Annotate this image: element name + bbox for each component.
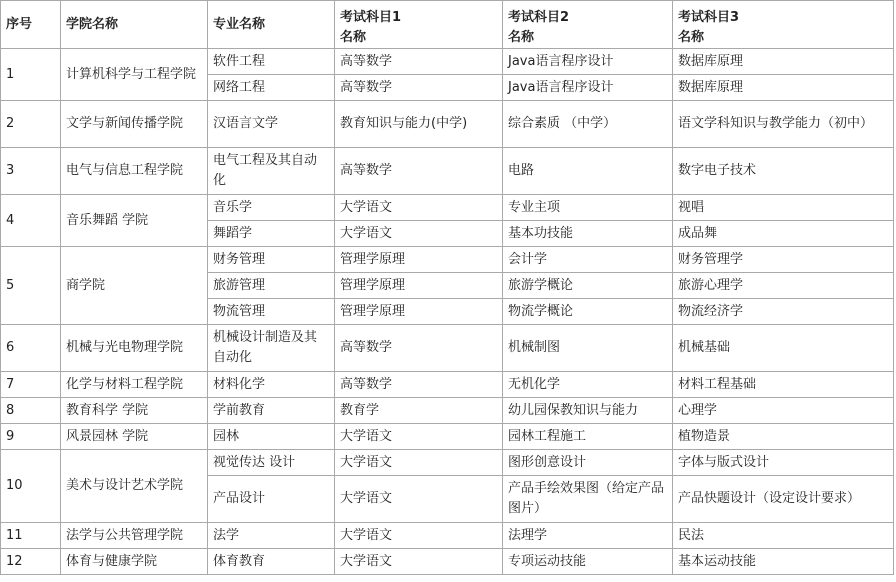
subject-3-cell: 植物造景	[673, 424, 894, 450]
subject-2-cell: 产品手绘效果图（给定产品图片）	[503, 476, 673, 523]
subject-3-cell: 机械基础	[673, 325, 894, 372]
subject-1-cell: 管理学原理	[335, 273, 503, 299]
subject-2-cell: 幼儿园保教知识与能力	[503, 398, 673, 424]
subject-1-cell: 管理学原理	[335, 299, 503, 325]
subject-1-cell: 高等数学	[335, 372, 503, 398]
major-cell: 园林	[208, 424, 335, 450]
header-subject-2-line2: 名称	[508, 30, 535, 45]
header-subject-1-line2: 名称	[340, 30, 367, 45]
header-subject-3	[673, 1, 894, 49]
major-cell: 物流管理	[208, 299, 335, 325]
major-cell: 体育教育	[208, 549, 335, 575]
subject-1-cell: 高等数学	[335, 148, 503, 195]
subject-1-cell: 高等数学	[335, 325, 503, 372]
seq-cell: 3	[1, 148, 61, 195]
header-subject-3-line1: 考试科目3	[678, 10, 740, 25]
major-cell: 学前教育	[208, 398, 335, 424]
subject-3-cell: 心理学	[673, 398, 894, 424]
header-major: 专业名称	[208, 1, 335, 49]
college-cell: 文学与新闻传播学院	[61, 101, 208, 148]
seq-cell: 1	[1, 49, 61, 101]
seq-cell: 7	[1, 372, 61, 398]
college-cell: 教育科学 学院	[61, 398, 208, 424]
major-cell: 软件工程	[208, 49, 335, 75]
college-cell: 法学与公共管理学院	[61, 523, 208, 549]
major-cell: 电气工程及其自动化	[208, 148, 335, 195]
subject-3-cell: 物流经济学	[673, 299, 894, 325]
seq-cell: 12	[1, 549, 61, 575]
subject-2-cell: 机械制图	[503, 325, 673, 372]
subject-3-cell: 材料工程基础	[673, 372, 894, 398]
header-row	[1, 1, 894, 49]
header-subject-1	[335, 1, 503, 49]
subject-2-cell: 电路	[503, 148, 673, 195]
college-cell: 机械与光电物理学院	[61, 325, 208, 372]
major-cell: 视觉传达 设计	[208, 450, 335, 476]
subject-1-cell: 教育学	[335, 398, 503, 424]
table-row	[1, 398, 894, 424]
major-cell: 材料化学	[208, 372, 335, 398]
college-cell: 音乐舞蹈 学院	[61, 195, 208, 247]
table-row	[1, 247, 894, 273]
major-cell: 财务管理	[208, 247, 335, 273]
subject-3-cell: 字体与版式设计	[673, 450, 894, 476]
table-row	[1, 549, 894, 575]
seq-cell: 5	[1, 247, 61, 325]
subject-2-cell: Java语言程序设计	[503, 75, 673, 101]
table-row	[1, 49, 894, 75]
subject-2-cell: 无机化学	[503, 372, 673, 398]
major-cell: 舞蹈学	[208, 221, 335, 247]
subject-1-cell: 高等数学	[335, 49, 503, 75]
seq-cell: 2	[1, 101, 61, 148]
subject-1-cell: 大学语文	[335, 221, 503, 247]
subject-1-cell: 教育知识与能力(中学)	[335, 101, 503, 148]
college-cell: 美术与设计艺术学院	[61, 450, 208, 523]
subject-3-cell: 数据库原理	[673, 75, 894, 101]
subject-1-cell: 大学语文	[335, 523, 503, 549]
college-cell: 计算机科学与工程学院	[61, 49, 208, 101]
college-cell: 化学与材料工程学院	[61, 372, 208, 398]
subject-1-cell: 大学语文	[335, 450, 503, 476]
seq-cell: 11	[1, 523, 61, 549]
header-seq: 序号	[1, 1, 61, 49]
major-cell: 旅游管理	[208, 273, 335, 299]
major-cell: 音乐学	[208, 195, 335, 221]
major-cell: 汉语言文学	[208, 101, 335, 148]
header-subject-1-line1: 考试科目1	[340, 10, 402, 25]
subject-2-cell: 旅游学概论	[503, 273, 673, 299]
subject-2-cell: 专业主项	[503, 195, 673, 221]
subject-2-cell: 法理学	[503, 523, 673, 549]
header-subject-3-line2: 名称	[678, 30, 705, 45]
major-cell: 产品设计	[208, 476, 335, 523]
subject-1-cell: 大学语文	[335, 476, 503, 523]
table-row	[1, 101, 894, 148]
seq-cell: 10	[1, 450, 61, 523]
subject-2-cell: 专项运动技能	[503, 549, 673, 575]
subject-3-cell: 语文学科知识与教学能力（初中）	[673, 101, 894, 148]
subject-1-cell: 大学语文	[335, 424, 503, 450]
subject-3-cell: 数据库原理	[673, 49, 894, 75]
subject-3-cell: 成品舞	[673, 221, 894, 247]
subject-2-cell: 会计学	[503, 247, 673, 273]
subject-2-cell: Java语言程序设计	[503, 49, 673, 75]
subject-3-cell: 视唱	[673, 195, 894, 221]
college-cell: 电气与信息工程学院	[61, 148, 208, 195]
college-cell: 体育与健康学院	[61, 549, 208, 575]
subject-3-cell: 产品快题设计（设定设计要求）	[673, 476, 894, 523]
table-row	[1, 424, 894, 450]
seq-cell: 4	[1, 195, 61, 247]
major-cell: 法学	[208, 523, 335, 549]
header-subject-2	[503, 1, 673, 49]
seq-cell: 6	[1, 325, 61, 372]
subject-2-cell: 基本功技能	[503, 221, 673, 247]
subject-2-cell: 园林工程施工	[503, 424, 673, 450]
table-row	[1, 523, 894, 549]
college-cell: 商学院	[61, 247, 208, 325]
subject-1-cell: 大学语文	[335, 549, 503, 575]
table-row	[1, 148, 894, 195]
college-cell: 风景园林 学院	[61, 424, 208, 450]
subject-3-cell: 财务管理学	[673, 247, 894, 273]
major-cell: 机械设计制造及其自动化	[208, 325, 335, 372]
header-subject-2-line1: 考试科目2	[508, 10, 570, 25]
subject-2-cell: 综合素质 （中学）	[503, 101, 673, 148]
subject-3-cell: 数字电子技术	[673, 148, 894, 195]
table-row	[1, 372, 894, 398]
subject-3-cell: 民法	[673, 523, 894, 549]
seq-cell: 8	[1, 398, 61, 424]
subject-2-cell: 图形创意设计	[503, 450, 673, 476]
table-row	[1, 450, 894, 476]
subject-3-cell: 基本运动技能	[673, 549, 894, 575]
subject-1-cell: 高等数学	[335, 75, 503, 101]
subject-2-cell: 物流学概论	[503, 299, 673, 325]
subject-3-cell: 旅游心理学	[673, 273, 894, 299]
header-college: 学院名称	[61, 1, 208, 49]
table-row	[1, 195, 894, 221]
table-row	[1, 325, 894, 372]
subject-1-cell: 大学语文	[335, 195, 503, 221]
subject-1-cell: 管理学原理	[335, 247, 503, 273]
seq-cell: 9	[1, 424, 61, 450]
major-cell: 网络工程	[208, 75, 335, 101]
